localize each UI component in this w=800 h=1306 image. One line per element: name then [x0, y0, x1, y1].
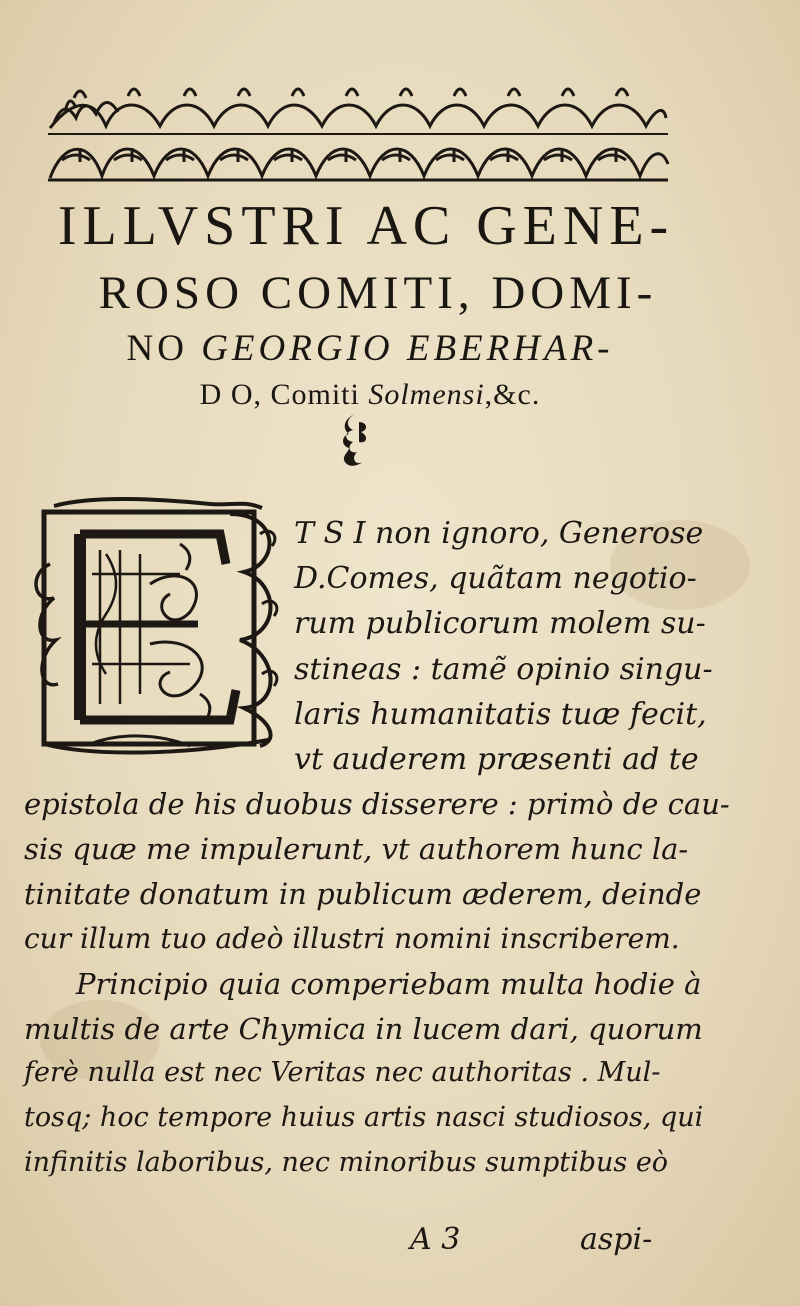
body-line: laris humanitatis tuæ fecit, — [294, 697, 707, 732]
title-line-2: ROSO COMITI, DOMI- — [98, 267, 658, 319]
body-line: D.Comes, quãtam negotio- — [294, 561, 697, 596]
body-line: T S I non ignoro, Generose — [294, 516, 704, 551]
body-line: infinitis laboribus, nec minoribus sumptibus eò — [24, 1147, 669, 1178]
title-line-4-prefix: D O, Comiti — [199, 378, 369, 411]
body-line: vt auderem præsenti ad te — [294, 742, 699, 777]
title-line-4-place: Solmensi — [368, 378, 485, 411]
title-line-3-name: GEORGIO EBERHAR- — [201, 328, 614, 369]
body-line: Principio quia comperiebam multa hodie à — [76, 967, 702, 1001]
title-line-4-suffix: ,&c. — [484, 378, 541, 411]
title-line-3-prefix: NO — [126, 328, 202, 369]
title-line-1: ILLVSTRI AC GENE- — [57, 195, 675, 257]
signature-mark: A 3 — [410, 1222, 461, 1257]
body-line: sis quæ me impulerunt, vt authorem hunc la- — [24, 832, 689, 866]
body-line: tosq; hoc tempore huius artis nasci studiosos, qui — [24, 1102, 704, 1133]
body-line: ferè nulla est nec Veritas nec authoritas . Mul- — [24, 1057, 661, 1088]
body-line: stineas : tamẽ opinio singu- — [294, 652, 713, 687]
body-line: epistola de his duobus disserere : primò de cau- — [24, 787, 730, 821]
body-line: multis de arte Chymica in lucem dari, quorum — [24, 1012, 703, 1046]
body-line: cur illum tuo adeò illustri nomini inscriberem. — [24, 922, 680, 955]
body-line: tinitate donatum in publicum æderem, deinde — [24, 877, 702, 911]
catchword: aspi- — [580, 1222, 653, 1257]
body-line: rum publicorum molem su- — [294, 606, 706, 641]
